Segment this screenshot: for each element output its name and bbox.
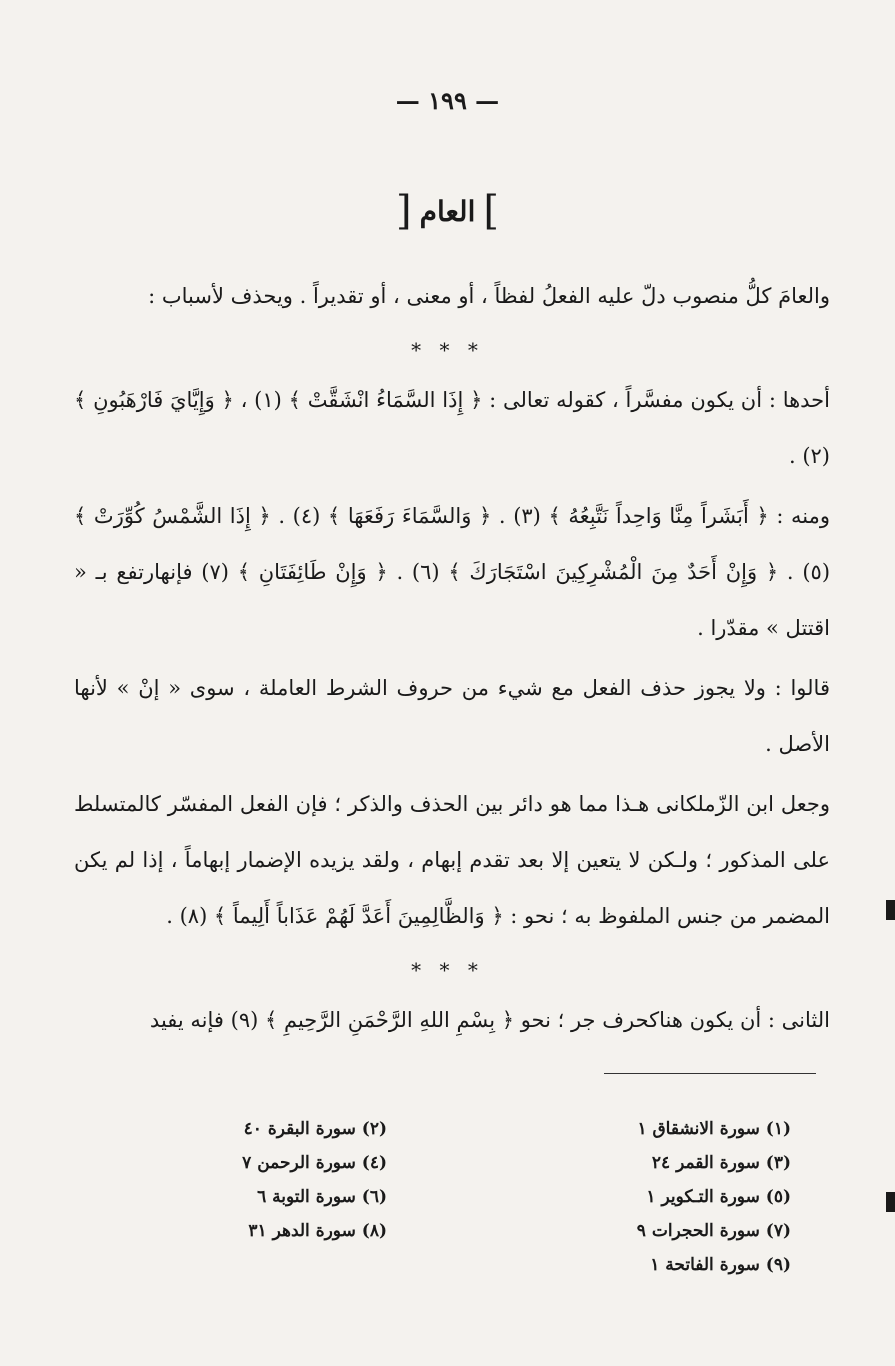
paragraph-4 <box>74 776 830 944</box>
footnote-divider <box>604 1073 816 1074</box>
footnote-7: (٧) سورة الحجرات ٩ <box>636 1221 791 1241</box>
paragraph-5 <box>74 992 830 1048</box>
footnote-8: (٨) سورة الدهر ٣١ <box>248 1221 387 1241</box>
paragraph-2 <box>74 488 830 656</box>
paragraph-3-text: قالوا : ولا يجوز حذف الفعل مع شيء من حروف الشرط العاملة ، سوى « إنْ » لأنها الأصل . <box>74 676 830 756</box>
intro-text: والعامَ كلُّ منصوب دلّ عليه الفعلُ لفظاً ، أو معنى ، أو تقديراً . ويحذف لأسباب : <box>148 284 830 308</box>
paragraph-5-text: الثانى : أن يكون هناكحرف جر ؛ نحو ﴿ بِسْمِ اللهِ الرَّحْمَنِ الرَّحِيمِ ﴾ (٩) فإنه يفيد <box>149 1008 830 1032</box>
paragraph-3 <box>74 660 830 772</box>
footnote-6: (٦) سورة التوبة ٦ <box>257 1187 387 1207</box>
footnotes-left-column <box>147 1112 387 1248</box>
paragraph-2-text: ومنه : ﴿ أَبَشَراً مِنَّا وَاحِداً نَتَّبِعُهُ ﴾ (٣) . ﴿ وَالسَّمَاءَ رَفَعَهَا ﴾ (٤) . ﴿ إِذَا الشَّمْسُ كُوِّرَتْ ﴾ (٥) . ﴿ وَإِنْ أَحَدٌ مِنَ الْمُشْرِكِينَ اسْتَجَارَكَ ﴾ (٦) . ﴿ وَإِنْ طَائِفَتَانِ ﴾ (٧) فإنهارتفع بـ « اقتتل » مقدّرا . <box>74 504 831 640</box>
footnote-2: (٢) سورة البقرة ٤٠ <box>243 1119 387 1139</box>
paragraph-1 <box>74 372 830 484</box>
footnote-3: (٣) سورة القمر ٢٤ <box>651 1153 791 1173</box>
bracket-open: ] <box>396 188 412 234</box>
footnote-9: (٩) سورة الفاتحة ١ <box>650 1255 791 1275</box>
scan-edge-mark <box>886 900 895 920</box>
footnote-5: (٥) سورة التـكوير ١ <box>646 1187 791 1207</box>
section-heading <box>0 188 895 234</box>
page-number: — ١٩٩ — <box>395 86 500 115</box>
footnotes-right-column <box>551 1112 791 1282</box>
scan-edge-mark <box>886 1192 895 1212</box>
separator-stars-1: * * * <box>411 338 484 362</box>
section-title: العام <box>419 195 476 228</box>
bracket-close: [ <box>483 188 499 234</box>
footnote-4: (٤) سورة الرحمن ٧ <box>242 1153 387 1173</box>
footnote-1: (١) سورة الانشقاق ١ <box>637 1119 791 1139</box>
paragraph-4-text: وجعل ابن الزّملكانى هـذا مما هو دائر بين الحذف والذكر ؛ فإن الفعل المفسّر كالمتسلط على المذكور ؛ ولـكن لا يتعين إلا بعد تقدم إبهام ، ولقد يزيده الإضمار إبهاماً ، إذا لم يكن المضمر من جنس الملفوظ به ؛ نحو : ﴿ وَالظَّالِمِينَ أَعَدَّ لَهُمْ عَذَاباً أَلِيماً ﴾ (٨) . <box>74 792 830 928</box>
paragraph-1-text: أحدها : أن يكون مفسَّراً ، كقوله تعالى : ﴿ إِذَا السَّمَاءُ انْشَقَّتْ ﴾ (١) ، ﴿ وَإِيَّايَ فَارْهَبُونِ ﴾ (٢) . <box>74 388 831 468</box>
intro-paragraph <box>74 268 830 324</box>
separator-stars-2: * * * <box>411 958 484 982</box>
